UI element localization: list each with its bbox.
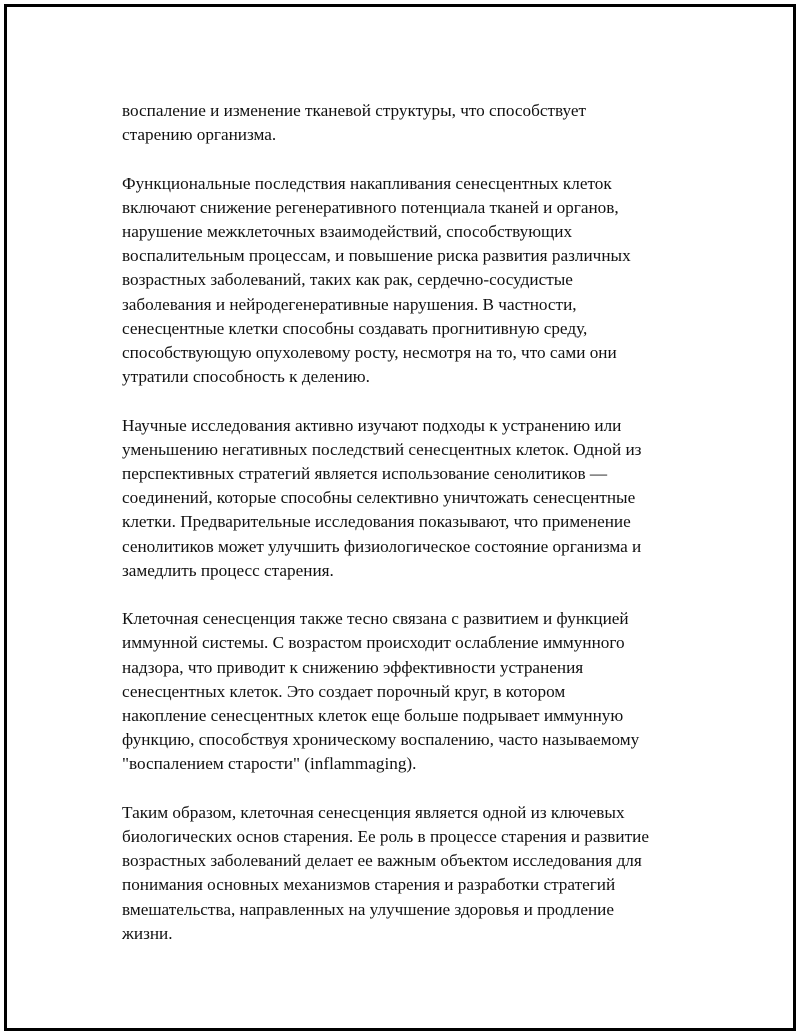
page-frame	[4, 4, 796, 1031]
text-line: возрастных заболеваний делает ее важным объектом исследования для	[122, 851, 642, 871]
text-line: понимания основных механизмов старения и разработки стратегий	[122, 875, 616, 895]
text-line: возрастных заболеваний, таких как рак, сердечно-сосудистые	[122, 270, 573, 290]
paragraph-4	[122, 607, 702, 776]
paragraph-1	[122, 99, 702, 147]
text-line: функцию, способствуя хроническому воспалению, часто называемому	[122, 730, 640, 750]
text-line: накопление сенесцентных клеток еще больше подрывает иммунную	[122, 706, 624, 726]
text-line: сенесцентные клетки способны создавать прогнитивную среду,	[122, 318, 588, 338]
text-line: включают снижение регенеративного потенциала тканей и органов,	[122, 197, 619, 217]
text-line: уменьшению негативных последствий сенесцентных клеток. Одной из	[122, 439, 642, 459]
text-line: способствующую опухолевому росту, несмотря на то, что сами они	[122, 343, 617, 363]
text-line: биологических основ старения. Ее роль в процессе старения и развитие	[122, 827, 649, 847]
text-line: Клеточная сенесценция также тесно связана с развитием и функцией	[122, 609, 629, 629]
paragraph-5	[122, 801, 702, 946]
text-line: перспективных стратегий является использование сенолитиков —	[122, 464, 608, 484]
text-line: "воспалением старости" (inflammaging).	[122, 754, 417, 774]
text-line: Научные исследования активно изучают подходы к устранению или	[122, 415, 622, 435]
paragraph-3	[122, 414, 702, 583]
text-line: иммунной системы. С возрастом происходит ослабление иммунного	[122, 633, 625, 653]
document-body	[122, 99, 702, 946]
text-line: надзора, что приводит к снижению эффективности устранения	[122, 657, 584, 677]
text-line: замедлить процесс старения.	[122, 560, 334, 580]
paragraph-2	[122, 172, 702, 390]
text-line: клетки. Предварительные исследования показывают, что применение	[122, 512, 631, 532]
text-line: сенесцентных клеток. Это создает порочный круг, в котором	[122, 681, 566, 701]
text-line: воспаление и изменение тканевой структуры, что способствует	[122, 101, 587, 120]
text-line: соединений, которые способны селективно уничтожать сенесцентные	[122, 488, 636, 508]
text-line: вмешательства, направленных на улучшение здоровья и продление	[122, 899, 614, 919]
text-line: утратили способность к делению.	[122, 367, 370, 387]
text-line: воспалительным процессам, и повышение риска развития различных	[122, 246, 631, 266]
text-line: нарушение межклеточных взаимодействий, способствующих	[122, 222, 573, 241]
text-line: заболевания и нейродегенеративные нарушения. В частности,	[122, 294, 577, 314]
text-line: Таким образом, клеточная сенесценция является одной из ключевых	[122, 802, 625, 822]
text-line: сенолитиков может улучшить физиологическое состояние организма и	[122, 536, 642, 556]
text-line: Функциональные последствия накапливания сенесцентных клеток	[122, 173, 612, 193]
text-line: старению организма.	[122, 125, 277, 145]
text-line: жизни.	[122, 923, 173, 943]
